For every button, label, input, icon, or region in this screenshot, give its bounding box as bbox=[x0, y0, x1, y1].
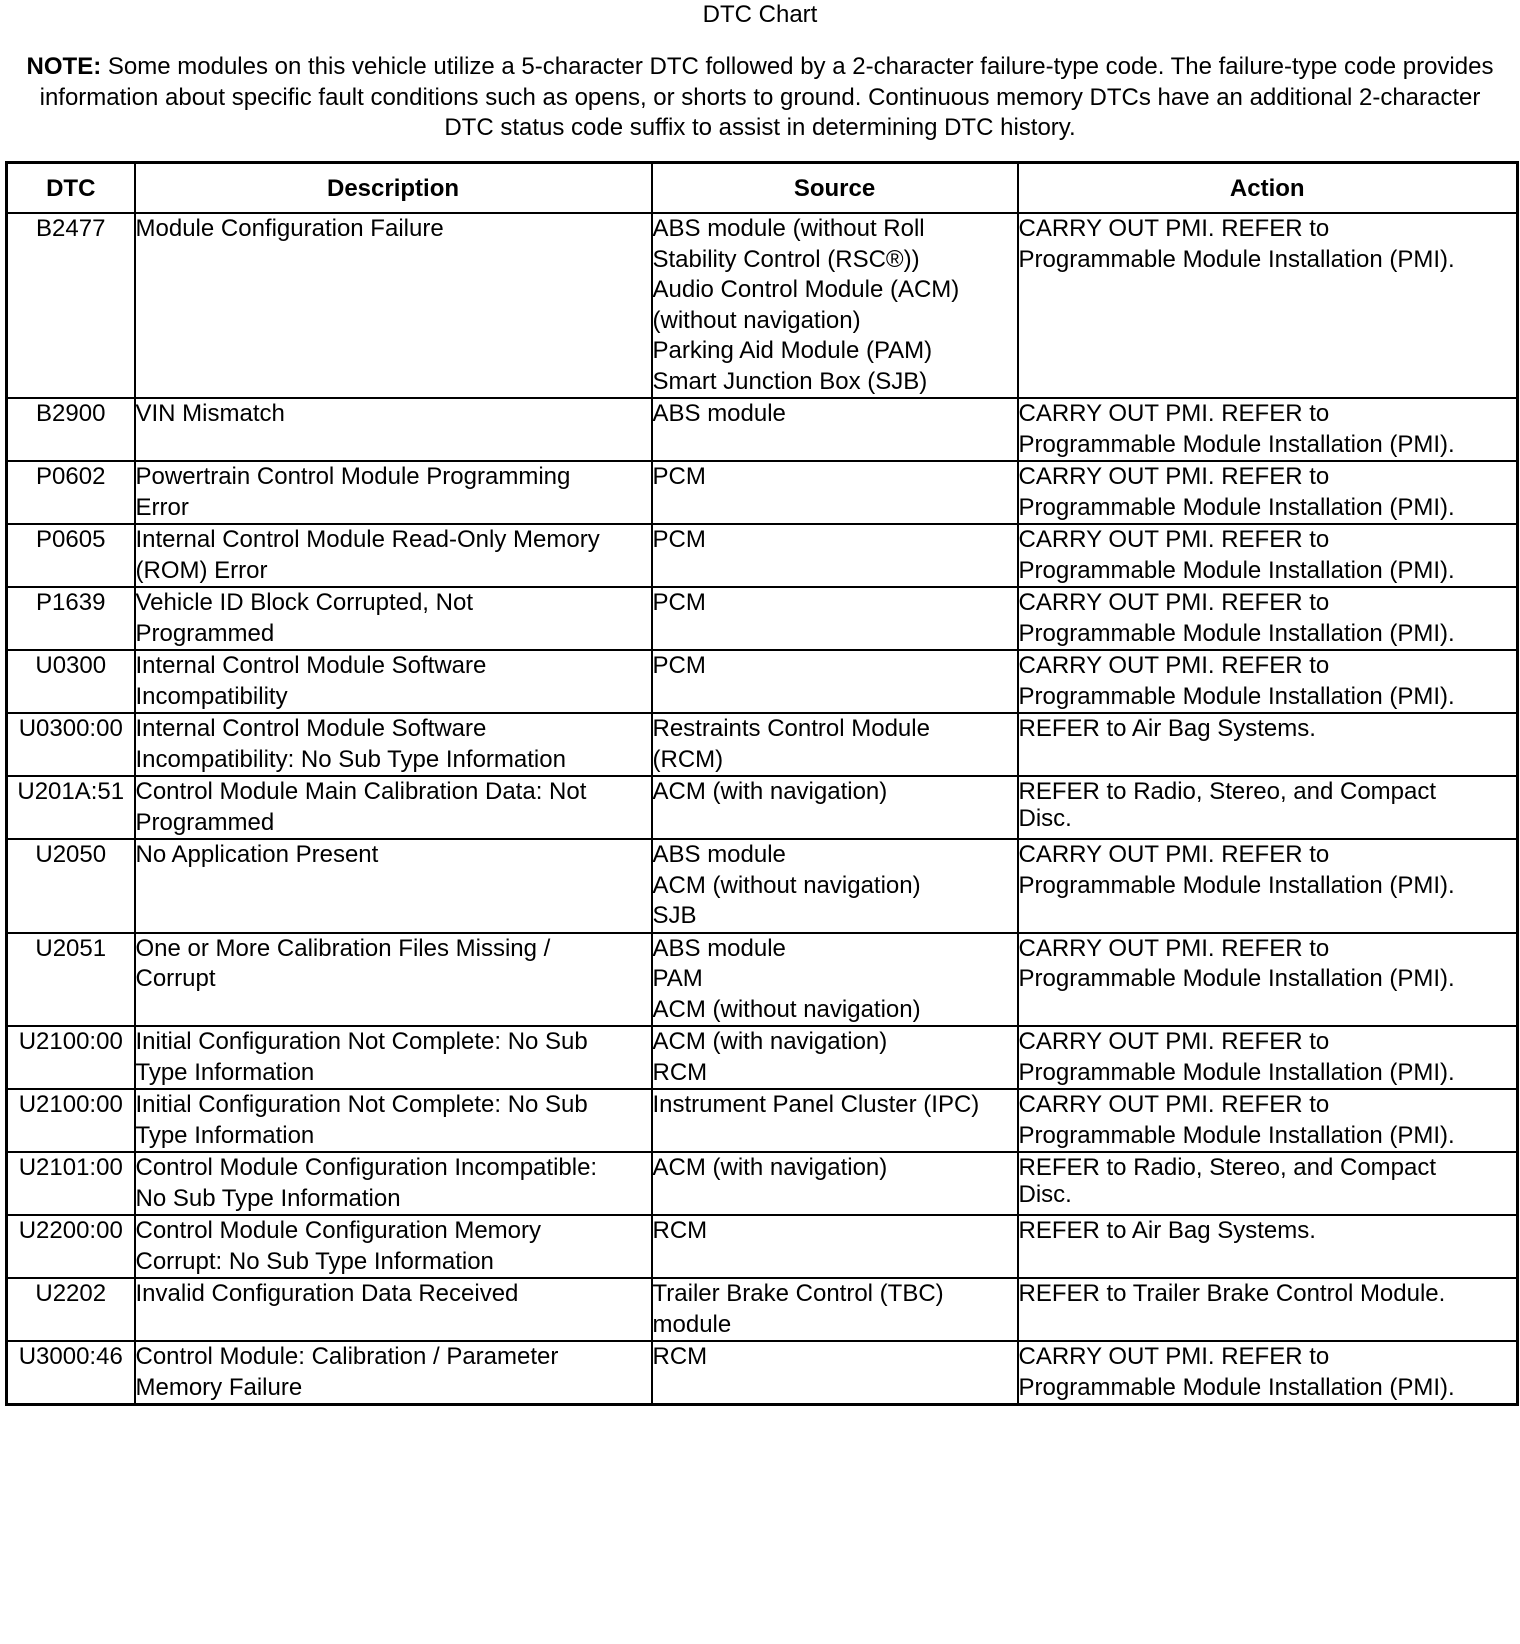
description-line: Corrupt bbox=[135, 965, 216, 992]
description-cell bbox=[135, 398, 652, 461]
description-line: No Sub Type Information bbox=[135, 1184, 401, 1212]
description-line: Control Module Configuration Memory bbox=[135, 1217, 542, 1244]
source-cell bbox=[652, 587, 1018, 650]
source-line: ABS module bbox=[652, 934, 786, 962]
source-cell bbox=[652, 650, 1018, 713]
action-line: CARRY OUT PMI. REFER to bbox=[1018, 1343, 1330, 1370]
source-cell bbox=[652, 213, 1018, 398]
source-line: Stability Control (RSC®)) bbox=[652, 245, 920, 273]
source-line: ABS module bbox=[652, 400, 786, 427]
table-row bbox=[7, 461, 1518, 524]
dtc-code: B2900 bbox=[36, 400, 106, 427]
action-line: CARRY OUT PMI. REFER to bbox=[1018, 934, 1330, 962]
action-line: Programmable Module Installation (PMI). bbox=[1018, 965, 1455, 992]
action-line: Disc. bbox=[1018, 804, 1072, 832]
source-cell bbox=[652, 398, 1018, 461]
description-line: Module Configuration Failure bbox=[135, 215, 444, 242]
column-header-description: Description bbox=[135, 163, 652, 214]
description-line: Incompatibility bbox=[135, 682, 288, 710]
action-cell bbox=[1018, 776, 1518, 839]
dtc-code-cell bbox=[7, 1026, 135, 1089]
action-cell bbox=[1018, 1341, 1518, 1405]
dtc-code: U2050 bbox=[35, 841, 107, 868]
source-cell bbox=[652, 461, 1018, 524]
action-line: Programmable Module Installation (PMI). bbox=[1018, 430, 1455, 458]
action-line: CARRY OUT PMI. REFER to bbox=[1018, 463, 1330, 490]
source-line: ACM (with navigation) bbox=[652, 1028, 888, 1055]
action-line: CARRY OUT PMI. REFER to bbox=[1018, 589, 1330, 616]
action-line: CARRY OUT PMI. REFER to bbox=[1018, 215, 1330, 242]
source-line: Audio Control Module (ACM) bbox=[652, 276, 960, 303]
action-line: CARRY OUT PMI. REFER to bbox=[1018, 1091, 1330, 1118]
note-label: NOTE: bbox=[26, 53, 102, 80]
dtc-code-cell bbox=[7, 461, 135, 524]
action-line: Programmable Module Installation (PMI). bbox=[1018, 871, 1455, 899]
source-cell bbox=[652, 713, 1018, 776]
table-row bbox=[7, 713, 1518, 776]
description-line: (ROM) Error bbox=[135, 556, 268, 584]
dtc-code-cell bbox=[7, 587, 135, 650]
description-line: Type Information bbox=[135, 1058, 315, 1086]
description-cell bbox=[135, 933, 652, 1027]
source-cell bbox=[652, 1026, 1018, 1089]
dtc-code-cell bbox=[7, 650, 135, 713]
dtc-table bbox=[5, 161, 1519, 1406]
column-header-action: Action bbox=[1018, 163, 1518, 214]
source-cell bbox=[652, 1278, 1018, 1341]
description-line: Control Module: Calibration / Parameter bbox=[135, 1343, 559, 1370]
description-line: Initial Configuration Not Complete: No Sub bbox=[135, 1028, 588, 1055]
dtc-code: U2101:00 bbox=[18, 1154, 123, 1181]
source-line: ACM (without navigation) bbox=[652, 995, 921, 1023]
table-row bbox=[7, 1026, 1518, 1089]
action-line: Programmable Module Installation (PMI). bbox=[1018, 556, 1455, 584]
description-line: Internal Control Module Software bbox=[135, 715, 487, 742]
source-line: ABS module (without Roll bbox=[652, 215, 925, 242]
action-cell bbox=[1018, 398, 1518, 461]
action-cell bbox=[1018, 933, 1518, 1027]
description-line: Initial Configuration Not Complete: No Sub bbox=[135, 1091, 588, 1118]
description-line: Powertrain Control Module Programming bbox=[135, 463, 571, 490]
source-line: ABS module bbox=[652, 841, 786, 868]
column-header-source: Source bbox=[652, 163, 1018, 214]
table-row bbox=[7, 1278, 1518, 1341]
source-line: SJB bbox=[652, 902, 697, 929]
action-line: REFER to Air Bag Systems. bbox=[1018, 715, 1316, 742]
dtc-code: B2477 bbox=[36, 215, 106, 242]
table-row bbox=[7, 524, 1518, 587]
action-line: REFER to Air Bag Systems. bbox=[1018, 1217, 1316, 1244]
action-cell bbox=[1018, 839, 1518, 933]
source-cell bbox=[652, 1152, 1018, 1215]
action-line: REFER to Trailer Brake Control Module. bbox=[1018, 1280, 1446, 1307]
source-line: PAM bbox=[652, 965, 703, 992]
action-line: Disc. bbox=[1018, 1180, 1072, 1208]
dtc-code-cell bbox=[7, 398, 135, 461]
description-line: Incompatibility: No Sub Type Information bbox=[135, 745, 566, 773]
source-line: ACM (without navigation) bbox=[652, 871, 921, 899]
dtc-code: U0300:00 bbox=[18, 715, 123, 742]
description-line: Memory Failure bbox=[135, 1373, 303, 1401]
description-line: Error bbox=[135, 493, 189, 521]
dtc-code: P1639 bbox=[36, 589, 106, 616]
action-line: Programmable Module Installation (PMI). bbox=[1018, 493, 1455, 521]
description-line: Vehicle ID Block Corrupted, Not bbox=[135, 589, 473, 616]
action-cell bbox=[1018, 1215, 1518, 1278]
source-cell bbox=[652, 1341, 1018, 1405]
source-line: module bbox=[652, 1310, 732, 1338]
description-line: Internal Control Module Software bbox=[135, 652, 487, 679]
dtc-code: U2100:00 bbox=[18, 1028, 123, 1055]
document-title: DTC Chart bbox=[702, 1, 818, 28]
dtc-code-cell bbox=[7, 713, 135, 776]
table-row bbox=[7, 398, 1518, 461]
table-row bbox=[7, 650, 1518, 713]
dtc-code-cell bbox=[7, 1089, 135, 1152]
action-line: CARRY OUT PMI. REFER to bbox=[1018, 400, 1330, 427]
note-text: Some modules on this vehicle utilize a 5-character DTC followed by a 2-character failure-type code. The failure-type code provides information about specific fault conditions such as opens, or shorts to ground. Continuous memory DTCs have an additional 2-character DTC status code suffix to assist in determining DTC history. bbox=[39, 53, 1494, 141]
dtc-code: U201A:51 bbox=[17, 778, 125, 805]
description-cell bbox=[135, 1026, 652, 1089]
description-line: Programmed bbox=[135, 808, 275, 836]
description-cell bbox=[135, 650, 652, 713]
action-cell bbox=[1018, 524, 1518, 587]
source-line: PCM bbox=[652, 589, 706, 616]
description-line: Programmed bbox=[135, 619, 275, 647]
table-row bbox=[7, 1089, 1518, 1152]
description-cell bbox=[135, 776, 652, 839]
description-line: Internal Control Module Read-Only Memory bbox=[135, 526, 600, 553]
source-line: RCM bbox=[652, 1343, 708, 1370]
dtc-code-cell bbox=[7, 1278, 135, 1341]
dtc-code-cell bbox=[7, 1215, 135, 1278]
source-line: PCM bbox=[652, 652, 706, 679]
action-cell bbox=[1018, 1089, 1518, 1152]
description-line: VIN Mismatch bbox=[135, 400, 285, 427]
source-cell bbox=[652, 933, 1018, 1027]
description-cell bbox=[135, 1089, 652, 1152]
source-line: ACM (with navigation) bbox=[652, 778, 888, 805]
source-cell bbox=[652, 1089, 1018, 1152]
action-line: REFER to Radio, Stereo, and Compact bbox=[1018, 1154, 1437, 1181]
action-line: Programmable Module Installation (PMI). bbox=[1018, 245, 1455, 273]
source-line: (without navigation) bbox=[652, 306, 861, 334]
dtc-code-cell bbox=[7, 213, 135, 398]
description-cell bbox=[135, 524, 652, 587]
action-line: Programmable Module Installation (PMI). bbox=[1018, 619, 1455, 647]
source-line: PCM bbox=[652, 526, 706, 553]
dtc-code: U2051 bbox=[35, 934, 107, 962]
dtc-code: U2202 bbox=[35, 1280, 107, 1307]
note-paragraph bbox=[14, 52, 1506, 144]
dtc-code-cell bbox=[7, 839, 135, 933]
source-cell bbox=[652, 776, 1018, 839]
description-line: One or More Calibration Files Missing / bbox=[135, 934, 551, 962]
description-line: Type Information bbox=[135, 1121, 315, 1149]
table-row bbox=[7, 1341, 1518, 1405]
table-body bbox=[7, 213, 1518, 1405]
action-line: CARRY OUT PMI. REFER to bbox=[1018, 526, 1330, 553]
table-row bbox=[7, 213, 1518, 398]
table-row bbox=[7, 1152, 1518, 1215]
action-cell bbox=[1018, 587, 1518, 650]
source-line: ACM (with navigation) bbox=[652, 1154, 888, 1181]
description-line: No Application Present bbox=[135, 841, 379, 868]
action-line: REFER to Radio, Stereo, and Compact bbox=[1018, 778, 1437, 805]
description-cell bbox=[135, 1341, 652, 1405]
description-cell bbox=[135, 839, 652, 933]
dtc-code: P0605 bbox=[36, 526, 106, 553]
action-cell bbox=[1018, 713, 1518, 776]
action-line: CARRY OUT PMI. REFER to bbox=[1018, 841, 1330, 868]
description-cell bbox=[135, 1152, 652, 1215]
action-line: Programmable Module Installation (PMI). bbox=[1018, 682, 1455, 710]
dtc-code: U3000:46 bbox=[18, 1343, 123, 1370]
source-line: PCM bbox=[652, 463, 706, 490]
source-line: Restraints Control Module bbox=[652, 715, 930, 742]
description-cell bbox=[135, 213, 652, 398]
table-row bbox=[7, 776, 1518, 839]
source-line: Smart Junction Box (SJB) bbox=[652, 367, 928, 395]
table-row bbox=[7, 839, 1518, 933]
dtc-code-cell bbox=[7, 524, 135, 587]
description-line: Invalid Configuration Data Received bbox=[135, 1280, 519, 1307]
description-cell bbox=[135, 461, 652, 524]
description-line: Control Module Configuration Incompatible: bbox=[135, 1154, 598, 1181]
source-line: RCM bbox=[652, 1217, 708, 1244]
dtc-code-cell bbox=[7, 776, 135, 839]
dtc-code: U2200:00 bbox=[18, 1217, 123, 1244]
column-header-dtc: DTC bbox=[7, 163, 135, 214]
source-line: Trailer Brake Control (TBC) bbox=[652, 1280, 944, 1307]
source-line: RCM bbox=[652, 1058, 708, 1086]
action-cell bbox=[1018, 1152, 1518, 1215]
action-line: Programmable Module Installation (PMI). bbox=[1018, 1058, 1455, 1086]
action-cell bbox=[1018, 461, 1518, 524]
dtc-code-cell bbox=[7, 1341, 135, 1405]
action-cell bbox=[1018, 650, 1518, 713]
action-line: CARRY OUT PMI. REFER to bbox=[1018, 652, 1330, 679]
action-cell bbox=[1018, 213, 1518, 398]
table-row bbox=[7, 933, 1518, 1027]
source-cell bbox=[652, 839, 1018, 933]
table-row bbox=[7, 1215, 1518, 1278]
description-cell bbox=[135, 713, 652, 776]
description-cell bbox=[135, 1215, 652, 1278]
dtc-code-cell bbox=[7, 933, 135, 1027]
source-line: Instrument Panel Cluster (IPC) bbox=[652, 1091, 980, 1118]
action-line: CARRY OUT PMI. REFER to bbox=[1018, 1028, 1330, 1055]
dtc-code: P0602 bbox=[36, 463, 106, 490]
table-row bbox=[7, 587, 1518, 650]
table-header-row bbox=[7, 163, 1518, 214]
action-line: Programmable Module Installation (PMI). bbox=[1018, 1373, 1455, 1401]
source-line: Parking Aid Module (PAM) bbox=[652, 337, 933, 364]
dtc-code: U2100:00 bbox=[18, 1091, 123, 1118]
dtc-code: U0300 bbox=[35, 652, 107, 679]
action-cell bbox=[1018, 1278, 1518, 1341]
source-cell bbox=[652, 524, 1018, 587]
action-line: Programmable Module Installation (PMI). bbox=[1018, 1121, 1455, 1149]
description-cell bbox=[135, 1278, 652, 1341]
source-cell bbox=[652, 1215, 1018, 1278]
description-line: Control Module Main Calibration Data: Not bbox=[135, 778, 587, 805]
dtc-code-cell bbox=[7, 1152, 135, 1215]
action-cell bbox=[1018, 1026, 1518, 1089]
description-cell bbox=[135, 587, 652, 650]
source-line: (RCM) bbox=[652, 745, 724, 773]
description-line: Corrupt: No Sub Type Information bbox=[135, 1247, 494, 1275]
